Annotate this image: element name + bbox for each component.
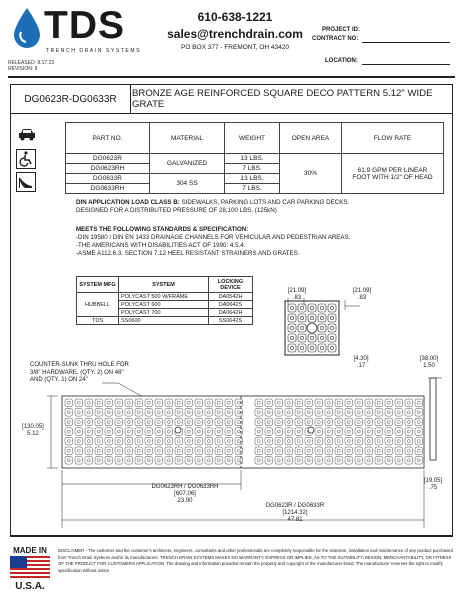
load-class-line-2: DESIGNED FOR A DISTRIBUTED PRESSURE OF 28,100 LBS. (125kN) xyxy=(76,207,277,214)
device-cell: DA0542H xyxy=(209,293,253,301)
load-class-text xyxy=(76,199,448,215)
dim-label: DG0623RH / DG0633RH xyxy=(151,484,219,490)
contract-no-label: CONTRACT NO: xyxy=(312,36,359,42)
high-heel-icon xyxy=(16,172,36,192)
made-in-usa-badge xyxy=(8,546,52,594)
dim-bar-width xyxy=(346,356,376,370)
weight-cell: 13 LBS. xyxy=(225,174,280,184)
dim-in: 23.90 xyxy=(177,498,193,504)
mfg-cell: HUBBELL xyxy=(77,293,119,317)
table-row xyxy=(66,154,444,164)
material-cell: GALVANIZED xyxy=(150,154,225,174)
device-cell: DA0642H xyxy=(209,309,253,317)
note-line-3: AND (QTY. 1) ON 24" xyxy=(30,377,88,383)
postal-address: PO BOX 377 - FREMONT, OH 43420 xyxy=(180,44,289,51)
dim-in: .83 xyxy=(292,295,302,301)
dim-mm: [130.05] xyxy=(22,424,44,430)
standard-item: -DIN 19580 / DIN EN 1433 DRAINAGE CHANNELS FOR VEHICULAR AND PEDESTRIAN AREAS. xyxy=(76,234,351,241)
grate-side-profile xyxy=(426,376,444,466)
col-open-area: OPEN AREA xyxy=(280,123,342,154)
dim-depth xyxy=(414,356,444,370)
dim-mm: [19.05] xyxy=(423,478,443,484)
dim-pitch-side xyxy=(347,288,377,302)
dim-in: 47.81 xyxy=(287,517,303,523)
footer-divider xyxy=(10,536,453,537)
car-icon xyxy=(18,127,36,141)
note-line-2: 3/8" HARDWARE. (QTY. 2) ON 48" xyxy=(30,369,124,376)
device-cell: SS0642S xyxy=(209,317,253,325)
location-field[interactable] xyxy=(362,64,450,65)
standard-item: -THE AMERICANS WITH DISABILITIES ACT OF 1990: 4.5.4. xyxy=(76,242,246,249)
disclaimer-text: DISCLAIMER - The customer and the customer's architects, engineers, consultants and other professionals are completely responsible for the selection, installation and maintenance of any product purchased from Trench Drain Systems and/or its manufacturers. TRENCH DRAIN SYSTEMS MAKES NO WARRANTY, EXPRESS OR IMPLIED, AS TO THE SUITABILITY, DESIGN, MERCHANTABILITY, OR FITNESS OF THE PRODUCT FOR CUSTOMERS APPLICATION. The drawing and information provided remain the property and copyright of the manufacturer listed. The manufacturer reserves the right to modify specification without notice. xyxy=(58,548,453,573)
load-class-line-1: SIDEWALKS, PARKING LOTS AND CAR PARKING DECKS. xyxy=(179,199,350,206)
release-date: RELEASED: 8.17.23 xyxy=(8,60,55,66)
location-label: LOCATION: xyxy=(325,58,358,64)
dim-mm: [4.30] xyxy=(353,356,369,362)
dim-mm: [38.00] xyxy=(419,356,439,362)
system-cell: SS0600 xyxy=(119,317,209,325)
dim-in: .75 xyxy=(428,485,438,491)
dim-short-length xyxy=(120,484,250,505)
table-row xyxy=(77,293,253,301)
water-drop-logo-icon xyxy=(12,8,42,48)
standards-text xyxy=(76,226,448,258)
col-system-mfg: SYSTEM MFG xyxy=(77,277,119,293)
grate-plan-view xyxy=(60,394,426,470)
standard-item: -ASME A112.6.3. SECTION 7.12 HEEL RESISTANT STRAINERS AND GRATES. xyxy=(76,250,300,257)
email-address: sales@trenchdrain.com xyxy=(167,27,303,41)
header-divider xyxy=(8,76,455,78)
dim-pitch-top xyxy=(282,288,312,302)
grate-description: BRONZE AGE REINFORCED SQUARE DECO PATTERN 5.12" WIDE GRATE xyxy=(132,88,433,110)
col-flow-rate: FLOW RATE xyxy=(342,123,444,154)
dim-mm: [21.09] xyxy=(352,288,372,294)
dim-in: 5.12 xyxy=(27,431,39,437)
dim-in: .17 xyxy=(356,363,366,369)
locking-device-table xyxy=(76,276,253,325)
dim-mm: [1214.32] xyxy=(282,510,308,516)
flow-rate-cell xyxy=(342,154,444,194)
col-locking-device: LOCKING DEVICE xyxy=(209,277,253,293)
part-no-cell: DG0623R xyxy=(66,154,150,164)
col-material: MATERIAL xyxy=(150,123,225,154)
detail-dimension-lines xyxy=(270,296,380,358)
weight-cell: 13 LBS. xyxy=(225,154,280,164)
col-part-no: PART NO. xyxy=(66,123,150,154)
weight-cell: 7 LBS. xyxy=(225,164,280,174)
standards-heading: MEETS THE FOLLOWING STANDARDS & SPECIFICATION: xyxy=(76,226,249,233)
dim-long-length xyxy=(230,503,360,524)
made-in-text: MADE IN xyxy=(13,546,47,555)
col-weight: WEIGHT xyxy=(225,123,280,154)
logo-subtitle: TRENCH DRAIN SYSTEMS xyxy=(46,48,142,54)
usa-text: U.S.A. xyxy=(15,581,45,592)
col-system: SYSTEM xyxy=(119,277,209,293)
wheelchair-icon xyxy=(16,149,36,169)
note-line-1: COUNTER-SUNK THRU HOLE FOR xyxy=(30,362,129,368)
system-cell: POLYCAST 700 xyxy=(119,309,209,317)
mfg-table-header xyxy=(77,277,253,293)
part-no-cell: DG0633RH xyxy=(66,184,150,194)
phone-number: 610-638-1221 xyxy=(197,10,273,24)
project-id-label: PROJECT ID: xyxy=(322,27,361,33)
flow-rate-line-2: FOOT WITH 1/2" OF HEAD xyxy=(352,173,433,181)
part-range: DG0623R-DG0633R xyxy=(11,84,131,114)
release-info xyxy=(8,60,54,72)
system-cell: POLYCAST 600 xyxy=(119,301,209,309)
open-area-cell: 30% xyxy=(280,154,342,194)
us-flag-icon xyxy=(10,556,50,580)
dim-mm: [607.06] xyxy=(174,491,196,497)
part-no-cell: DG0633R xyxy=(66,174,150,184)
dim-in: 1.50 xyxy=(423,363,435,369)
flow-rate-line-1: 61.9 GPM PER LINEAR xyxy=(357,166,428,174)
dim-in: .83 xyxy=(357,295,367,301)
dim-label: DG0623R / DG0633R xyxy=(265,503,325,509)
load-class-label: DIN APPLICATION LOAD CLASS B: xyxy=(76,199,180,206)
spec-table xyxy=(65,122,444,194)
device-cell: DA0642S xyxy=(209,301,253,309)
dim-mm: [21.09] xyxy=(287,288,307,294)
weight-cell: 7 LBS. xyxy=(225,184,280,194)
contract-no-field[interactable] xyxy=(362,42,450,43)
material-cell: 304 SS xyxy=(150,174,225,194)
mfg-cell: TDS xyxy=(77,317,119,325)
system-cell: POLYCAST 500 W/FRAME xyxy=(119,293,209,301)
width-dimension-line xyxy=(44,394,58,470)
revision: REVISION: 8 xyxy=(8,66,38,72)
part-no-cell: DG0623RH xyxy=(66,164,150,174)
spec-table-header xyxy=(66,123,444,154)
logo-wordmark: TDS xyxy=(44,4,125,47)
table-row xyxy=(77,317,253,325)
